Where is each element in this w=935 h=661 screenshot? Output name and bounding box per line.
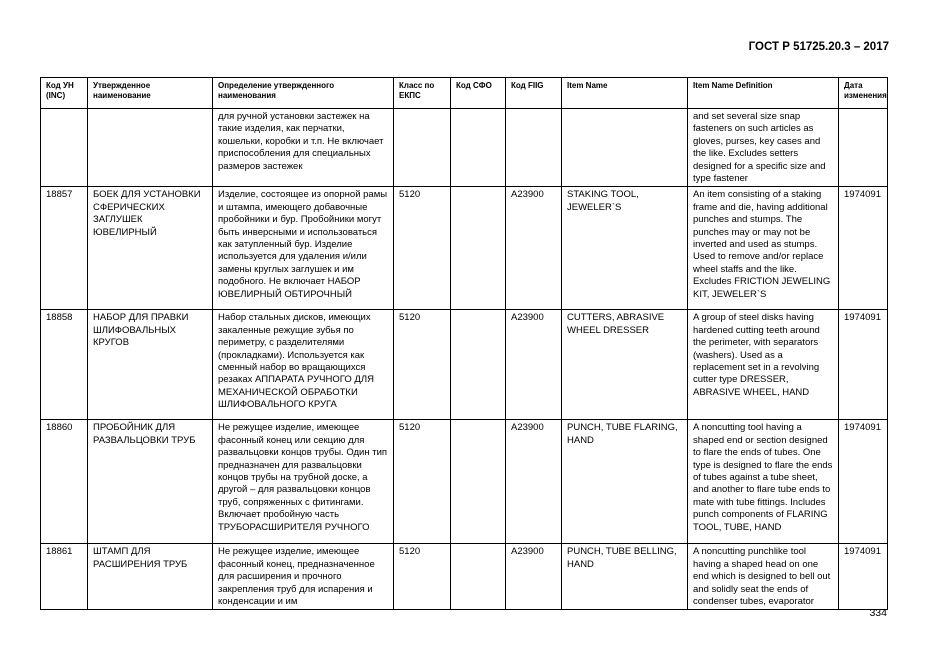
cell-item-definition: A noncutting tool having a shaped end or section designed to flare the ends of tubes. One type is designed to flare the ends of tubes against a tube sheet, and another to flare tube ends to mate with tube fittings. Includes punch components of FLARING TOOL, TUBE, HAND	[688, 420, 839, 544]
cell-inc: 18857	[41, 187, 88, 310]
header-item-definition: Item Name Definition	[688, 78, 839, 109]
table-header-row	[41, 78, 888, 109]
cell-class: 5120	[394, 420, 451, 544]
cell-fiig: A23900	[506, 420, 562, 544]
header-approved-name: Утвержденное наименование	[88, 78, 213, 109]
cell-item-definition: and set several size snap fasteners on such articles as gloves, purses, key cases and the like. Excludes setters designed for a specific size and type fastener	[688, 109, 839, 187]
cell-name	[88, 109, 213, 187]
table-row	[41, 187, 888, 310]
cell-inc	[41, 109, 88, 187]
header-sfo: Код СФО	[451, 78, 506, 109]
header-class: Класс по ЕКПС	[394, 78, 451, 109]
table-row	[41, 310, 888, 420]
cell-definition: Не режущее изделие, имеющее фасонный конец, предназначенное для расширения и прочного закрепления труб для испарения и конденсации и им	[213, 544, 394, 610]
cell-sfo	[451, 187, 506, 310]
cell-name: ПРОБОЙНИК ДЛЯ РАЗВАЛЬЦОВКИ ТРУБ	[88, 420, 213, 544]
cell-definition: Набор стальных дисков, имеющих закаленные режущие зубья по периметру, с разделителями (прокладками). Используется как сменный набор во вращающихся резаках АППАРАТА РУЧНОГО ДЛЯ МЕХАНИЧЕСКОЙ ОБРАБОТКИ ШЛИФОВАЛЬНОГО КРУГА	[213, 310, 394, 420]
cell-class: 5120	[394, 544, 451, 610]
cell-item-definition: A noncutting punchlike tool having a shaped head on one end which is designed to bell out and solidly seat the ends of condenser tubes, evaporator	[688, 544, 839, 610]
cell-class: 5120	[394, 310, 451, 420]
cell-name: БОЕК ДЛЯ УСТАНОВКИ СФЕРИЧЕСКИХ ЗАГЛУШЕК ЮВЕЛИРНЫЙ	[88, 187, 213, 310]
cell-item-definition: A group of steel disks having hardened cutting teeth around the perimeter, with separators (washers). Used as a replacement set in a revolving cutter type DRESSER, ABRASIVE WHEEL, HAND	[688, 310, 839, 420]
cell-item-definition: An item consisting of a staking frame and die, having additional punches and stumps. The punches may or may not be inverted and used as stumps. Used to remove and/or replace wheel staffs and the like. Excludes FRICTION JEWELING KIT, JEWELER`S	[688, 187, 839, 310]
table-row	[41, 420, 888, 544]
cell-definition: Не режущее изделие, имеющее фасонный конец или секцию для развальцовки концов трубы. Один тип предназначен для развальцовки концов трубы на трубной доске, а другой – для развальцовки концов труб, сопряженных с фитингами. Включает пробойную часть ТРУБОРАСШИРИТЕЛЯ РУЧНОГО	[213, 420, 394, 544]
cell-date: 1974091	[839, 187, 888, 310]
cell-item-name: PUNCH, TUBE FLARING, HAND	[562, 420, 688, 544]
cell-fiig: A23900	[506, 310, 562, 420]
cell-fiig: A23900	[506, 544, 562, 610]
header-item-name: Item Name	[562, 78, 688, 109]
header-definition: Определение утвержденного наименования	[213, 78, 394, 109]
cell-sfo	[451, 109, 506, 187]
cell-item-name: PUNCH, TUBE BELLING, HAND	[562, 544, 688, 610]
cell-item-name	[562, 109, 688, 187]
header-fiig: Код FIIG	[506, 78, 562, 109]
cell-inc: 18858	[41, 310, 88, 420]
cell-inc: 18860	[41, 420, 88, 544]
header-date: Дата изменения	[839, 78, 888, 109]
table-row	[41, 109, 888, 187]
cell-name: ШТАМП ДЛЯ РАСШИРЕНИЯ ТРУБ	[88, 544, 213, 610]
cell-class: 5120	[394, 187, 451, 310]
cell-fiig: A23900	[506, 187, 562, 310]
header-inc: Код УН (INC)	[41, 78, 88, 109]
cell-definition: для ручной установки застежек на такие изделия, как перчатки, кошельки, коробки и т.п. Не включает приспособления для специальных размеров застежек	[213, 109, 394, 187]
cell-item-name: CUTTERS, ABRASIVE WHEEL DRESSER	[562, 310, 688, 420]
cell-name: НАБОР ДЛЯ ПРАВКИ ШЛИФОВАЛЬНЫХ КРУГОВ	[88, 310, 213, 420]
document-standard-title: ГОСТ Р 51725.20.3 – 2017	[748, 41, 889, 53]
cell-sfo	[451, 310, 506, 420]
cell-inc: 18861	[41, 544, 88, 610]
cell-sfo	[451, 544, 506, 610]
cell-item-name: STAKING TOOL, JEWELER`S	[562, 187, 688, 310]
table-row	[41, 544, 888, 610]
cell-fiig	[506, 109, 562, 187]
cell-class	[394, 109, 451, 187]
cell-date: 1974091	[839, 420, 888, 544]
page-number: 334	[869, 607, 887, 619]
cell-date: 1974091	[839, 544, 888, 610]
cell-date	[839, 109, 888, 187]
cell-sfo	[451, 420, 506, 544]
cell-definition: Изделие, состоящее из опорной рамы и штампа, имеющего добавочные пробойники и бур. Пробойники могут быть инверсными и использоваться как затупленный бур. Изделие используется для удаления и/или замены круглых заглушек и им подобного. Не включает НАБОР ЮВЕЛИРНЫЙ ОБТИРОЧНЫЙ	[213, 187, 394, 310]
cell-date: 1974091	[839, 310, 888, 420]
catalog-table	[40, 77, 888, 610]
